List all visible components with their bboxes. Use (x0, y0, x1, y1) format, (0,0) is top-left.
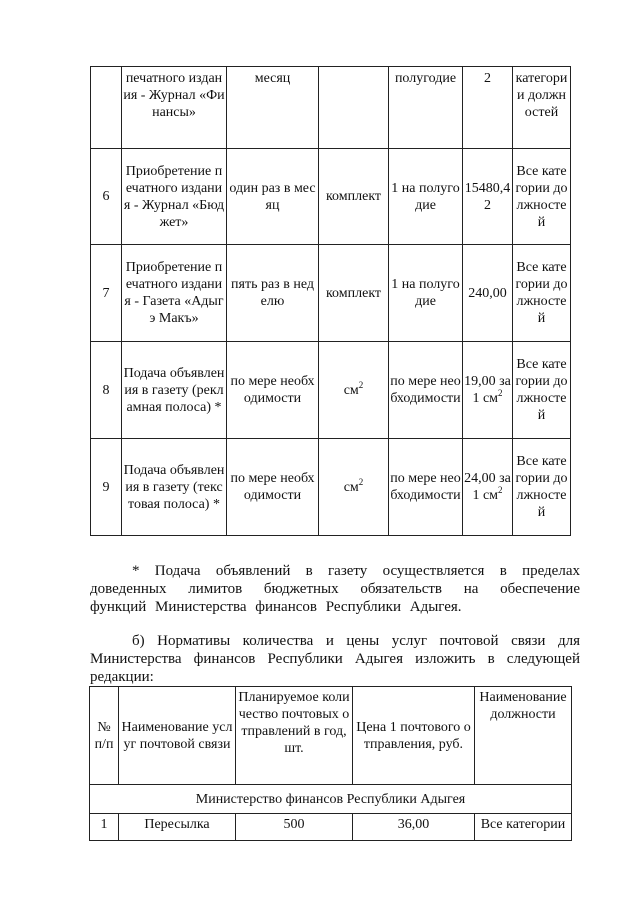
header-number: № п/п (90, 687, 119, 785)
organization-row (90, 785, 572, 814)
price: 2 (463, 67, 513, 149)
table-row (91, 439, 571, 536)
periodicity: по мере необходимости (227, 439, 319, 536)
positions: Все категории должностей (513, 245, 571, 342)
table-row (91, 149, 571, 245)
row-number: 9 (91, 439, 122, 536)
quantity: по мере необходимости (389, 342, 463, 439)
periodicity: месяц (227, 67, 319, 149)
unit: комплект (319, 245, 389, 342)
header-planned: Планируемое количество почтовых отправлений в год, шт. (236, 687, 353, 785)
positions: категории должностей (513, 67, 571, 149)
quantity: по мере необходимости (389, 439, 463, 536)
item-name: Подача объявления в газету (рекламная полоса) * (122, 342, 227, 439)
unit-superscript: 2 (358, 476, 364, 487)
unit (319, 439, 389, 536)
table-row (90, 814, 572, 841)
price-text: 24,00 за 1 см (464, 471, 511, 503)
positions: Все категории должностей (513, 439, 571, 536)
header-price: Цена 1 почтового отправления, руб. (353, 687, 475, 785)
table-header-row (90, 687, 572, 785)
item-name: Приобретение печатного издания - Журнал «Бюджет» (122, 149, 227, 245)
item-name: Приобретение печатного издания - Газета «Адыгэ Макъ» (122, 245, 227, 342)
positions: Все категории должностей (513, 149, 571, 245)
positions: Все категории (475, 814, 572, 841)
price: 15480,42 (463, 149, 513, 245)
row-number: 6 (91, 149, 122, 245)
item-name: Подача объявления в газету (текстовая полоса) * (122, 439, 227, 536)
periodicity: один раз в месяц (227, 149, 319, 245)
item-name: печатного издания - Журнал «Финансы» (122, 67, 227, 149)
periodicity: пять раз в неделю (227, 245, 319, 342)
organization-name: Министерство финансов Республики Адыгея (90, 785, 572, 814)
table-row (91, 342, 571, 439)
row-number: 7 (91, 245, 122, 342)
price-text: 19,00 за 1 см (464, 374, 511, 406)
periodicity: по мере необходимости (227, 342, 319, 439)
price (463, 342, 513, 439)
unit: комплект (319, 149, 389, 245)
price: 36,00 (353, 814, 475, 841)
price-superscript: 2 (498, 388, 503, 398)
postal-services-table (89, 686, 572, 841)
print-media-table (90, 66, 571, 536)
price: 240,00 (463, 245, 513, 342)
quantity: 1 на полугодие (389, 149, 463, 245)
quantity: 1 на полугодие (389, 245, 463, 342)
unit-text: см (343, 479, 359, 495)
table-row (91, 245, 571, 342)
unit (319, 67, 389, 149)
header-service: Наименование услуг почтовой связи (119, 687, 236, 785)
service-name: Пересылка (119, 814, 236, 841)
price (463, 439, 513, 536)
price-superscript: 2 (498, 485, 503, 495)
unit-text: см (343, 382, 359, 398)
paragraph-b: б) Нормативы количества и цены услуг почтовой связи для Министерства финансов Республики Адыгея изложить в следующей редакции: (90, 633, 580, 685)
row-number: 1 (90, 814, 119, 841)
row-number: 8 (91, 342, 122, 439)
table-row (91, 67, 571, 149)
planned-quantity: 500 (236, 814, 353, 841)
unit-superscript: 2 (358, 379, 364, 390)
unit (319, 342, 389, 439)
positions: Все категории должностей (513, 342, 571, 439)
row-number (91, 67, 122, 149)
footnote-paragraph: * Подача объявлений в газету осуществляется в пределах доведенных лимитов бюджетных обязательств на обеспечение функций Министерства финансов Республики Адыгея. (90, 563, 580, 615)
header-positions: Наименование должности (475, 687, 572, 785)
quantity: полугодие (389, 67, 463, 149)
